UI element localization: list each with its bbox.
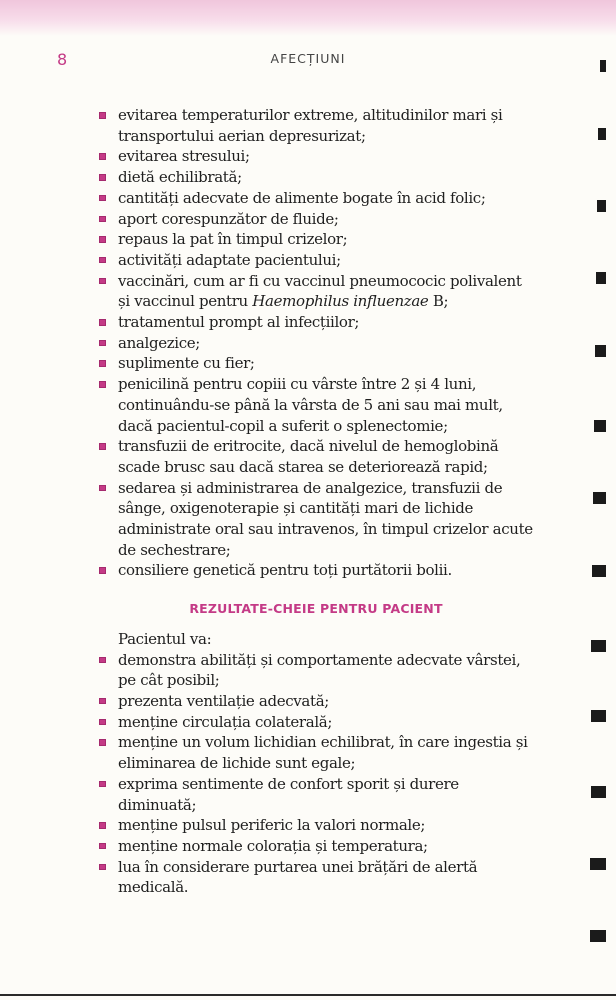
list-item: evitarea temperaturilor extreme, altitudinilor mari și transportului aerian depresurizat; [99, 105, 533, 146]
edge-mark [598, 128, 606, 140]
list-item: menține pulsul periferic la valori normale; [99, 815, 533, 836]
list-item: sedarea și administrarea de analgezice, transfuzii de sânge, oxigenoterapie și cantități mari de lichide administrate oral sau intravenos, în timpul crizelor acute de sechestrare; [99, 478, 533, 561]
list-item: transfuzii de eritrocite, dacă nivelul de hemoglobină scade brusc sau dacă starea se deteriorează rapid; [99, 436, 533, 477]
edge-mark [596, 272, 606, 284]
italic-term: Haemophilus influenzae [252, 292, 429, 311]
list-item: activități adaptate pacientului; [99, 250, 533, 271]
list-item: menține un volum lichidian echilibrat, în care ingestia și eliminarea de lichide sunt egale; [99, 732, 533, 773]
outcomes-list [99, 650, 533, 898]
list-item: tratamentul prompt al infecțiilor; [99, 312, 533, 333]
edge-mark [591, 710, 606, 722]
edge-mark [591, 640, 606, 652]
edge-mark [590, 858, 606, 870]
page-number: 8 [57, 50, 68, 69]
edge-mark [594, 420, 606, 432]
edge-mark [597, 200, 606, 212]
edge-mark [590, 930, 606, 942]
list-item-text: vaccinări, cum ar fi cu vaccinul pneumococic polivalent și vaccinul pentru [118, 271, 522, 311]
list-item [99, 271, 533, 312]
list-item: lua în considerare purtarea unei brățări de alertă medicală. [99, 857, 533, 898]
running-head: AFECȚIUNI [270, 51, 346, 66]
list-item: prezenta ventilație adecvată; [99, 691, 533, 712]
list-item: analgezice; [99, 333, 533, 354]
page-body [99, 105, 533, 898]
list-item: menține circulația colaterală; [99, 712, 533, 733]
list-item: consiliere genetică pentru toți purtătorii bolii. [99, 560, 533, 581]
list-item: exprima sentimente de confort sporit și durere diminuată; [99, 774, 533, 815]
edge-mark [600, 60, 606, 72]
list-item: menține normale colorația și temperatura; [99, 836, 533, 857]
list-item: evitarea stresului; [99, 146, 533, 167]
list-item: penicilină pentru copiii cu vârste între 2 și 4 luni, continuându-se până la vârsta de 5 ani sau mai mult, dacă pacientul-copil a suferit o splenectomie; [99, 374, 533, 436]
list-item-text: B; [428, 292, 449, 311]
interventions-list [99, 105, 533, 581]
edge-mark [593, 492, 606, 504]
list-item: cantități adecvate de alimente bogate în acid folic; [99, 188, 533, 209]
top-color-band [0, 0, 616, 36]
edge-mark [592, 565, 606, 577]
outcomes-intro: Pacientul va: [118, 629, 212, 648]
edge-mark [595, 345, 606, 357]
list-item: repaus la pat în timpul crizelor; [99, 229, 533, 250]
edge-mark [591, 786, 606, 798]
list-item: dietă echilibrată; [99, 167, 533, 188]
list-item: aport corespunzător de fluide; [99, 209, 533, 230]
page-bottom-edge [0, 994, 616, 996]
list-item: demonstra abilități și comportamente adecvate vârstei, pe cât posibil; [99, 650, 533, 691]
list-item: suplimente cu fier; [99, 353, 533, 374]
section-heading: REZULTATE-CHEIE PENTRU PACIENT [189, 601, 443, 617]
